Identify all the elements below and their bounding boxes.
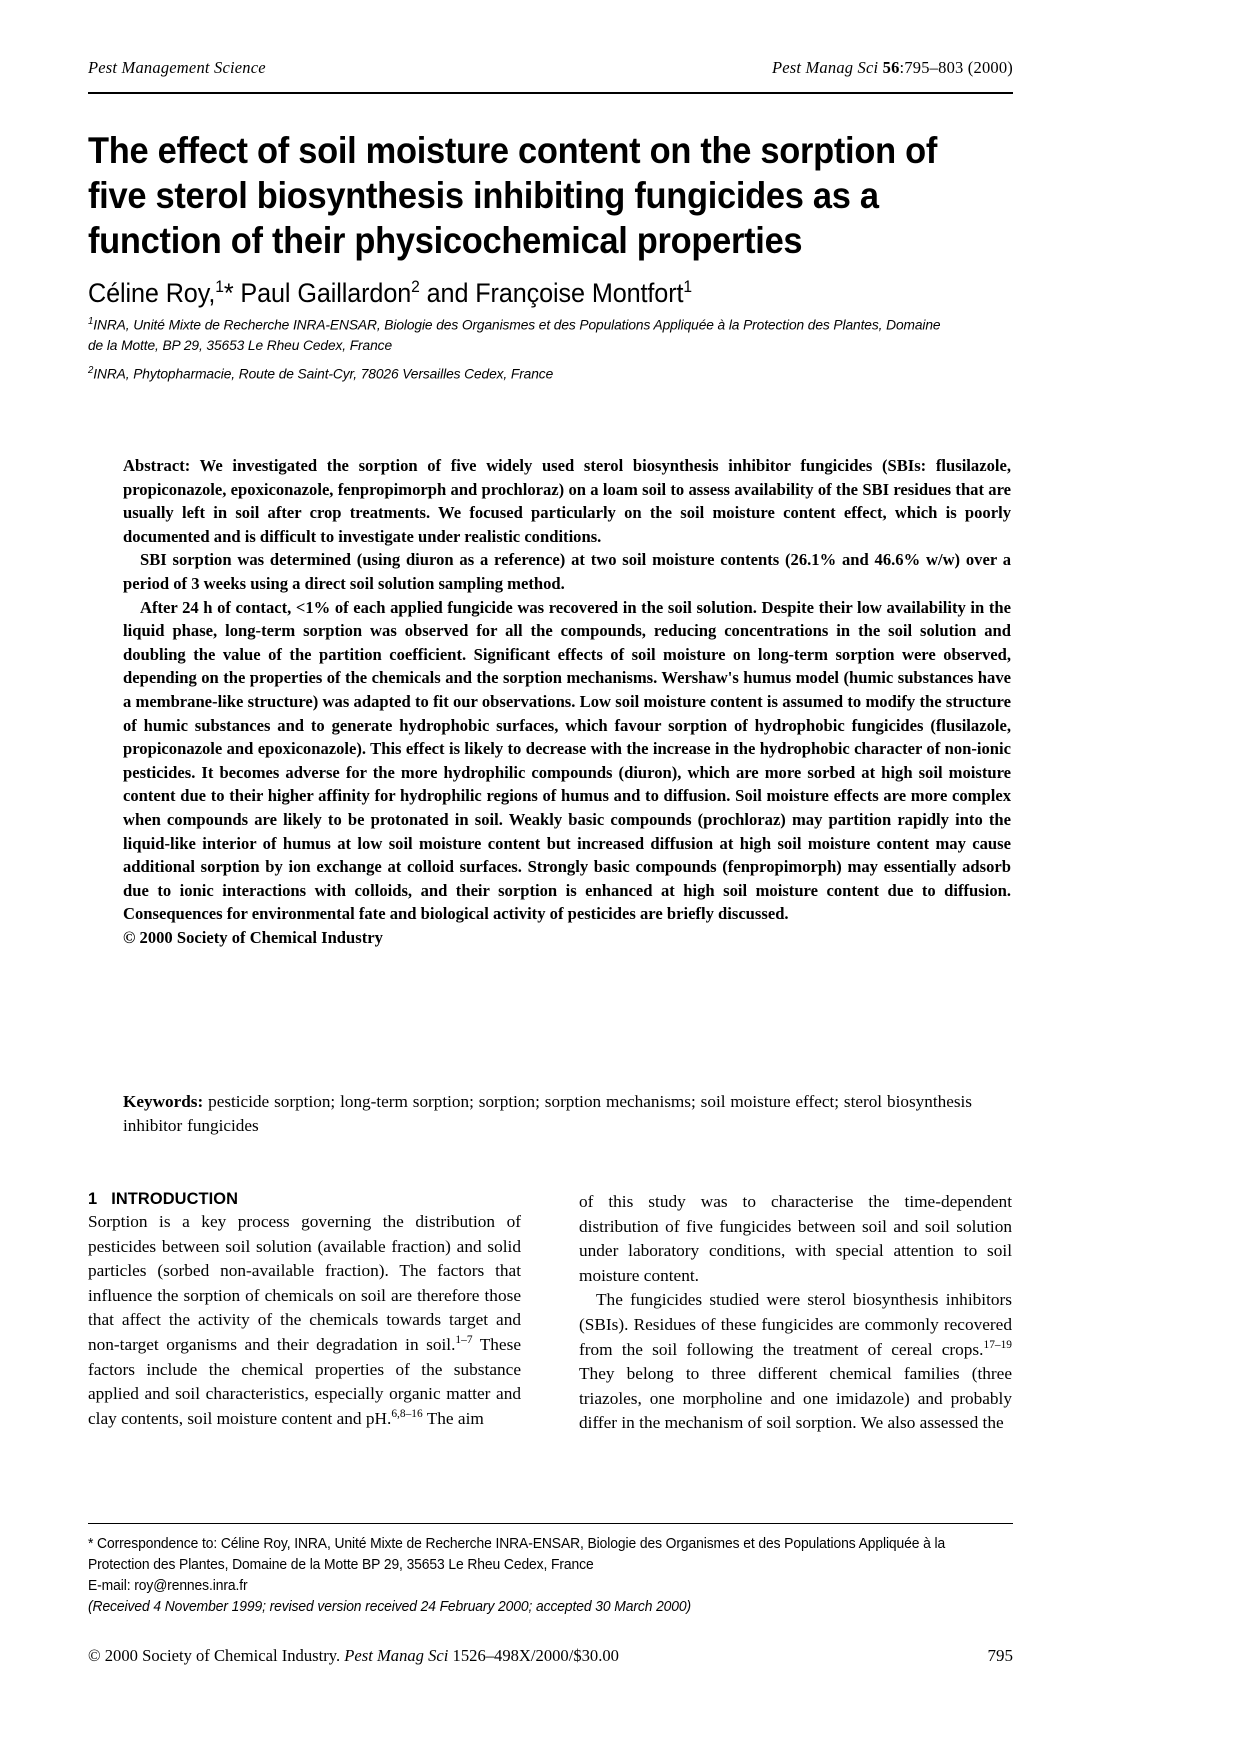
abstract-paragraph-3: After 24 h of contact, <1% of each applied fungicide was recovered in the soil solution. Despite their low availability in the liquid phase, long-term sorption was observed for all the compounds, reducing concentrations in the soil solution and doubling the value of the partition coefficient. Significant effects of soil moisture on long-term sorption were observed, depending on the properties of the chemicals and the sorption mechanisms. Wershaw's humus model (humic substances have a membrane-like structure) was adapted to fit our observations. Low soil moisture content is assumed to modify the structure of humic substances and to generate hydrophobic surfaces, which favour sorption of hydrophobic fungicides (flusilazole, propiconazole and epoxiconazole). This effect is likely to decrease with the increase in the hydrophobic character of non-ionic pesticides. It becomes adverse for the more hydrophilic compounds (diuron), which are more sorbed at high soil moisture content due to their higher affinity for hydrophilic regions of humus and to diffusion. Soil moisture effects are more complex when compounds are likely to be protonated in soil. Weakly basic compounds (prochloraz) may partition rapidly into the liquid-like interior of humus at low soil moisture content but increased diffusion at high soil moisture content may cause additional sorption by ion exchange at colloid surfaces. Strongly basic compounds (fenpropimorph) may essentially adsorb due to ionic interactions with colloids, and their sorption is enhanced at high soil moisture content due to diffusion. Consequences for environmental fate and biological activity of pesticides are briefly discussed. <box>123 597 1011 924</box>
received-dates-note: (Received 4 November 1999; revised version received 24 February 2000; accepted 30 March 2000) <box>88 1599 692 1615</box>
intro-paragraph-right-2: The fungicides studied were sterol biosynthesis inhibitors (SBIs). Residues of these fungicides are commonly recovered from the soil following the treatment of cereal crops.$^{17-19}$ They belong to three different chemical families (three triazoles, one morpholine and one imidazole) and probably differ in the mechanism of soil sorption. We also assessed the <box>579 1290 1012 1433</box>
footnote-block <box>88 1534 985 1618</box>
page-footer <box>88 1646 1013 1666</box>
abstract <box>123 454 1011 949</box>
right-column <box>579 1190 1012 1436</box>
footer-journal-name: Pest Manag Sci <box>344 1646 449 1665</box>
title-block <box>88 128 1013 385</box>
intro-paragraph-right-1: of this study was to characterise the time-dependent distribution of five fungicides between soil and soil solution under laboratory conditions, with special attention to soil moisture content. <box>579 1192 1012 1285</box>
paper-page <box>88 0 1013 1755</box>
author-list: Céline Roy,$^1$* Paul Gaillardon$^2$ and Françoise Montfort$^1$ <box>88 277 693 308</box>
journal-abbrev: Pest Manag Sci <box>771 58 883 77</box>
page-number: 795 <box>987 1646 1013 1665</box>
intro-paragraph-left: Sorption is a key process governing the distribution of pesticides between soil solution (available fraction) and solid particles (sorbed non-available fraction). The factors that influence the sorption of chemicals on soil are therefore those that affect the activity of the chemicals towards target and non-target organisms and their degradation in soil.$^{1-7}$ These factors include the chemical properties of the substance applied and soil characteristics, especially organic matter and clay contents, soil moisture content and pH.$^{6,8-16}$ The aim <box>88 1212 521 1428</box>
left-column <box>88 1190 521 1436</box>
volume-number: 56 <box>882 58 900 77</box>
abstract-paragraph-1: Abstract: We investigated the sorption of five widely used sterol biosynthesis inhibitor fungicides (SBIs: flusilazole, propiconazole, epoxiconazole, fenpropimorph and prochloraz) on a loam soil to assess availability of the SBI residues that are usually left in soil after crop treatments. We focused particularly on the soil moisture content effect, which is poorly documented and is difficult to investigate under realistic conditions. <box>123 456 1011 546</box>
abstract-copyright: © 2000 Society of Chemical Industry <box>123 927 383 947</box>
page-range-year: :795–803 (2000) <box>899 58 1013 77</box>
correspondence-note: * Correspondence to: Céline Roy, INRA, Unité Mixte de Recherche INRA-ENSAR, Biologie des Organismes et des Populations Appliquée à la Protection des Plantes, Domaine de la Motte BP 29, 35653 Le Rheu Cedex, France <box>88 1536 946 1573</box>
keywords <box>123 1090 1015 1138</box>
affiliation-2: $^2$INRA, Phytopharmacie, Route de Saint-Cyr, 78026 Versailles Cedex, France <box>88 364 554 383</box>
footer-copyright-text: © 2000 Society of Chemical Industry. <box>88 1646 345 1665</box>
header-divider <box>88 92 1013 94</box>
running-head-left: Pest Management Science <box>88 58 266 77</box>
keywords-text: pesticide sorption; long-term sorption; sorption; sorption mechanisms; soil moisture effect; sterol biosynthesis inhibitor fungicides <box>123 1092 972 1135</box>
affiliation-1: $^1$INRA, Unité Mixte de Recherche INRA-ENSAR, Biologie des Organismes et des Populations Appliquée à la Protection des Plantes, Domaine de la Motte, BP 29, 35653 Le Rheu Cedex, France <box>88 315 941 355</box>
running-head <box>88 58 1013 78</box>
section-number: 1 <box>88 1190 98 1208</box>
section-heading-introduction <box>88 1190 521 1209</box>
page-title: The effect of soil moisture content on the sorption of five sterol biosynthesis inhibiting fungicides as a function of their physicochemical properties <box>88 130 938 261</box>
footnote-divider <box>88 1523 1013 1524</box>
email-note: E-mail: roy@rennes.inra.fr <box>88 1578 248 1594</box>
keywords-label: Keywords: <box>123 1092 204 1111</box>
body-columns <box>88 1190 1013 1436</box>
running-head-right <box>772 58 1013 78</box>
footer-issn: 1526–498X/2000/$30.00 <box>448 1646 619 1665</box>
section-title: INTRODUCTION <box>111 1190 239 1208</box>
footer-copyright <box>88 1646 619 1666</box>
abstract-paragraph-2: SBI sorption was determined (using diuron as a reference) at two soil moisture contents (26.1% and 46.6% w/w) over a period of 3 weeks using a direct soil solution sampling method. <box>123 550 1011 593</box>
